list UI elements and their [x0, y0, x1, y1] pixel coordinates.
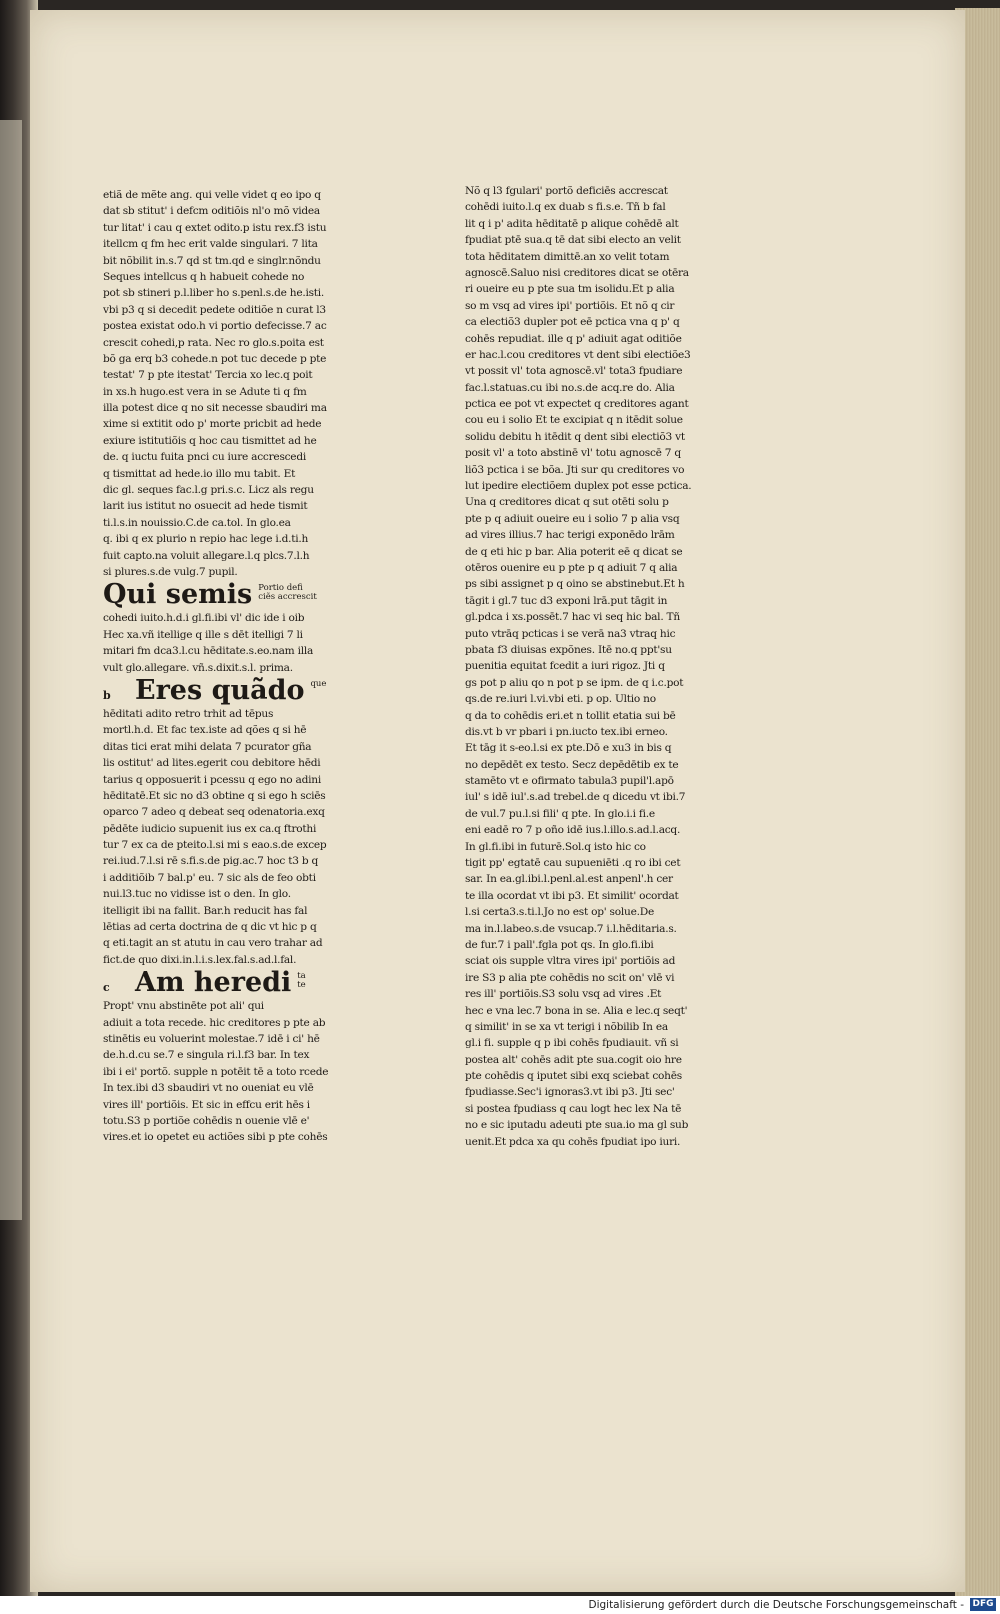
- text-line: illa potest dice q no sit necesse sbaudiri ma: [103, 402, 327, 415]
- text-line: q tismittat ad hede.io illo mu tabit. Et: [103, 467, 296, 480]
- text-line: ad vires illius.7 hac terigi exponēdo lrām: [465, 529, 675, 542]
- text-line: q similit' in se xa vt terigi i nõbilib In ea: [465, 1020, 668, 1033]
- text-line: ditas tici erat mihi delata 7 pcurator gña: [103, 740, 312, 753]
- text-line: postea alt' cohēs adit pte sua.cogit oio hre: [465, 1053, 682, 1066]
- text-line: de q eti hic p bar. Alia poterit eē q dicat se: [465, 545, 683, 558]
- text-line: in xs.h hugo.est vera in se Adute ti q fm: [103, 385, 307, 398]
- text-line: ca electiõ3 dupler pot eē pctica vna q p' q: [465, 316, 680, 329]
- lemma-text: Am heredi: [135, 967, 292, 999]
- text-line: tigit pp' egtatē cau supueniēti .q ro ibi cet: [465, 857, 681, 870]
- text-line: cohedi iuito.h.d.i gl.fi.ibi vl' dic ide i oib: [103, 612, 305, 625]
- text-line: sciat ois supple vltra vires ipi' portiõis ad: [465, 955, 676, 968]
- right-text-column: [465, 183, 715, 1150]
- dfg-logo: DFG: [970, 1598, 996, 1611]
- text-line: bõ ga erq b3 cohede.n pot tuc decede p pte: [103, 352, 327, 365]
- text-line: no e sic iputadu adeuti pte sua.io ma gl sub: [465, 1119, 689, 1132]
- text-line: vires ill' portiõis. Et sic in effcu erit hēs i: [103, 1098, 310, 1111]
- text-line: totu.S3 p portiõe cohēdis n ouenie vlē e': [103, 1114, 310, 1127]
- text-line: lit q i p' adita hēditatē p alique cohēdē alt: [465, 217, 679, 230]
- text-line: dat sb stitut' i defcm oditiõis nl'o mõ videa: [103, 205, 320, 218]
- text-line: Et tāg it s-eo.l.si ex pte.Dō e xu3 in bis q: [465, 742, 672, 755]
- text-line: pctica ee pot vt expectet q creditores agant: [465, 398, 689, 411]
- text-line: tarius q opposuerit i pcessu q ego no adini: [103, 773, 321, 786]
- text-line: exiure istitutiõis q hoc cau tismittet ad he: [103, 434, 317, 447]
- text-line: vbi p3 q si decedit pedete oditiõe n curat l3: [103, 303, 326, 316]
- text-line: cou eu i solio Et te excipiat q n itēdit solue: [465, 414, 683, 427]
- text-line: posit vl' a toto abstinē vl' totu agnoscē 7 q: [465, 447, 681, 460]
- text-line: tur 7 ex ca de pteito.l.si mi s eao.s.de excep: [103, 839, 327, 852]
- text-line: q da to cohēdis eri.et n tollit etatia sui bē: [465, 709, 676, 722]
- text-line: vt possit vl' tota agnoscē.vl' tota3 fpudiare: [465, 365, 683, 378]
- lemma-text: Qui semis: [103, 579, 253, 611]
- text-line: iul' s idē iul'.s.ad trebel.de q dicedu vt ibi.7: [465, 791, 686, 804]
- text-line: crescit cohedi,p rata. Nec ro glo.s.poita est: [103, 336, 324, 349]
- text-line: pte p q adiuit oueire eu i solio 7 p alia vsq: [465, 512, 680, 525]
- text-line: ire S3 p alia pte cohēdis no scit on' vlē vi: [465, 971, 675, 984]
- text-line: pēdēte iudicio supuenit ius ex ca.q ftrothi: [103, 822, 317, 835]
- text-line: adiuit a tota recede. hic creditores p pte ab: [103, 1016, 326, 1029]
- text-line: ibi i ei' portõ. supple n potēit tē a toto rcede: [103, 1065, 329, 1078]
- text-line: l.si certa3.s.ti.l.Jo no est op' solue.De: [465, 906, 654, 919]
- text-line: oparco 7 adeo q debeat seq odenatoria.exq: [103, 806, 325, 819]
- text-line: mitari fm dca3.l.cu hēditate.s.eo.nam illa: [103, 645, 314, 658]
- text-line: er hac.l.cou creditores vt dent sibi electiõe3: [465, 348, 691, 361]
- text-line: Nõ q l3 fgulari' portõ deficiēs accrescat: [465, 185, 668, 197]
- text-line: fpudiasse.Sec'i ignoras3.vt ibi p3. Jti sec': [465, 1086, 675, 1099]
- text-line: no depēdēt ex testo. Secz depēdētib ex te: [465, 758, 679, 771]
- text-line: Seques intellcus q h habueit cohede no: [103, 270, 305, 283]
- text-line: gl.pdca i xs.possēt.7 hac vi seq hic bal. Tñ: [465, 611, 680, 624]
- footer-credit: Digitalisierung gefördert durch die Deutsche Forschungsgemeinschaft -: [588, 1599, 964, 1611]
- text-line: stamēto vt e ofirmato tabula3 pupil'l.apō: [465, 775, 674, 788]
- text-line: Hec xa.vñ itellige q ille s dēt itelligi 7 li: [103, 628, 303, 641]
- text-line: lētias ad certa doctrina de q dic vt hic p q: [103, 921, 317, 934]
- lemma-side-note: que: [310, 678, 327, 689]
- text-line: mortl.h.d. Et fac tex.iste ad qões q si hē: [103, 724, 307, 737]
- text-line: fict.de quo dixi.in.l.i.s.lex.fal.s.ad.l.fal.: [103, 953, 297, 966]
- text-line: solidu debitu h itēdit q dent sibi electiõ3 vt: [465, 430, 685, 443]
- lemma-heading: [103, 968, 353, 998]
- text-line: fac.l.statuas.cu ibi no.s.de acq.re do. Alia: [465, 381, 675, 394]
- text-line: dis.vt b vr pbari i pn.iucto tex.ibi erneo.: [465, 725, 668, 738]
- text-line: q. ibi q ex plurio n repio hac lege i.d.ti.h: [103, 533, 309, 546]
- text-line: fpudiat ptē sua.q tē dat sibi electo an velit: [465, 234, 681, 247]
- text-line: gl.i fi. supple q p ibi cohēs fpudiauit. vñ si: [465, 1037, 679, 1050]
- text-line: tur litat' i cau q extet odito.p istu rex.f3 istu: [103, 221, 327, 234]
- text-line: rei.iud.7.l.si rē s.fi.s.de pig.ac.7 hoc t3 b q: [103, 855, 318, 868]
- text-line: de vul.7 pu.l.si fili' q pte. In glo.i.i fi.e: [465, 807, 655, 820]
- text-line: agnoscē.Saluo nisi creditores dicat se otēra: [465, 266, 689, 279]
- text-line: vult glo.allegare. vñ.s.dixit.s.l. prima.: [103, 661, 293, 674]
- gloss-marker: c: [103, 981, 110, 995]
- text-line: tāgit i gl.7 tuc d3 exponi lrā.put tāgit in: [465, 594, 668, 607]
- text-line: otēros ouenire eu p pte p q adiuit 7 q alia: [465, 561, 678, 574]
- text-line: testat' 7 p pte itestat' Tercia xo lec.q poit: [103, 369, 313, 382]
- lemma-text: Eres quãdo: [135, 674, 305, 706]
- text-line: postea existat odo.h vi portio defecisse.7 ac: [103, 320, 327, 333]
- text-line: xime si extitit odo p' morte pricbit ad hede: [103, 418, 322, 431]
- text-line: stinētis eu voluerint molestae.7 idē i ci' hē: [103, 1032, 320, 1045]
- text-line: si postea fpudiass q cau logt hec lex Na tē: [465, 1102, 682, 1115]
- gloss-marker: b: [103, 688, 111, 702]
- text-line: de. q iuctu fuita pnci cu iure accrescedi: [103, 451, 307, 464]
- text-line: In gl.fi.ibi in futurē.Sol.q isto hic co: [465, 840, 646, 853]
- text-line: lut ipedire electiõem duplex pot esse pctica.: [465, 480, 692, 493]
- text-line: larit ius istitut no osuecit ad hede tismit: [103, 500, 308, 513]
- text-line: puto vtrāq pcticas i se verā na3 vtraq hic: [465, 627, 676, 640]
- text-line: ma in.l.labeo.s.de vsucap.7 i.l.hēditaria.s.: [465, 922, 677, 935]
- lemma-heading: [103, 676, 353, 706]
- text-line: itellcm q fm hec erit valde singulari. 7 lita: [103, 238, 318, 251]
- text-line: gs pot p aliu qo n pot p se ipm. de q i.c.pot: [465, 676, 684, 689]
- text-line: de fur.7 i pall'.fgla pot qs. In glo.fi.ibi: [465, 938, 654, 951]
- text-line: cohēdi iuito.l.q ex duab s fi.s.e. Tñ b fal: [465, 201, 666, 214]
- lemma-side-note: ta te: [297, 971, 306, 991]
- text-line: ti.l.s.in nouissio.C.de ca.tol. In glo.ea: [103, 516, 291, 529]
- text-line: vires.et io opetet eu actiões sibi p pte cohēs: [103, 1131, 328, 1144]
- text-line: hec e vna lec.7 bona in se. Alia e lec.q seqt': [465, 1004, 688, 1017]
- text-line: dic gl. seques fac.l.g pri.s.c. Licz als regu: [103, 484, 314, 497]
- text-line: sar. In ea.gl.ibi.l.penl.al.est anpenl'.h cer: [465, 873, 673, 886]
- text-line: pbata f3 diuisas expõnes. Itē no.q ppt'su: [465, 643, 672, 656]
- text-line: pte cohēdis q iputet sibi exq sciebat cohēs: [465, 1070, 682, 1083]
- text-line: lis ostitut' ad lites.egerit cou debitore hēdi: [103, 757, 321, 770]
- text-line: si plures.s.de vulg.7 pupil.: [103, 565, 238, 578]
- text-line: res ill' portiõis.S3 solu vsq ad vires .Et: [465, 988, 662, 1001]
- previous-page-edge: [0, 120, 22, 1220]
- text-line: qs.de re.iuri l.vi.vbi eti. p op. Ultio no: [465, 693, 656, 706]
- left-text-column: [103, 187, 353, 1146]
- text-line: ps sibi assignet p q oino se abstinebut.Et h: [465, 578, 685, 591]
- text-line: etiã de mẽte ang. qui velle videt q eo ipo q: [103, 189, 321, 201]
- text-line: nui.l3.tuc no vidisse ist o den. In glo.: [103, 888, 291, 901]
- text-line: q eti.tagit an st atutu in cau vero trahar ad: [103, 937, 323, 950]
- text-line: itelligit ibi na fallit. Bar.h reducit has fal: [103, 904, 308, 917]
- text-line: pot sb stineri p.l.liber ho s.penl.s.de he.isti.: [103, 287, 325, 300]
- text-line: liõ3 pctica i se bõa. Jti sur qu creditores vo: [465, 463, 685, 476]
- lemma-heading: [103, 580, 353, 610]
- text-line: te illa ocordat vt ibi p3. Et similit' ocordat: [465, 889, 679, 902]
- text-line: so m vsq ad vires ipi' portiõis. Et nõ q cir: [465, 299, 675, 312]
- text-line: puenitia equitat fcedit a iuri rigoz. Jti q: [465, 660, 665, 673]
- text-line: i additiõib 7 bal.p' eu. 7 sic als de feo obti: [103, 871, 316, 884]
- text-line: Propt' vnu abstinēte pot ali' qui: [103, 1000, 264, 1013]
- text-line: hēditatē.Et sic no d3 obtine q si ego h sciēs: [103, 789, 326, 802]
- text-line: de.h.d.cu se.7 e singula ri.l.f3 bar. In tex: [103, 1049, 310, 1062]
- text-line: cohēs repudiat. ille q p' adiuit agat oditiõe: [465, 332, 682, 345]
- text-line: ri oueire eu p pte sua tm isolidu.Et p alia: [465, 283, 675, 296]
- lemma-side-note: Portio defi ciẽs accrescit: [258, 583, 317, 603]
- text-line: eni eadē ro 7 p oño idē ius.l.illo.s.ad.l.acq.: [465, 824, 681, 837]
- text-line: Una q creditores dicat q sut otēti solu p: [465, 496, 669, 509]
- text-line: tota hēditatem dimittē.an xo velit totam: [465, 250, 670, 263]
- text-line: In tex.ibi d3 sbaudiri vt no oueniat eu vlē: [103, 1082, 314, 1095]
- text-line: hēditati adito retro trhit ad tēpus: [103, 707, 274, 720]
- text-line: uenit.Et pdca xa qu cohēs fpudiat ipo iuri.: [465, 1135, 681, 1148]
- text-line: bit nõbilit in.s.7 qd st tm.qd e singlr.nõndu: [103, 254, 321, 267]
- text-line: fuit capto.na voluit allegare.l.q plcs.7.l.h: [103, 549, 310, 562]
